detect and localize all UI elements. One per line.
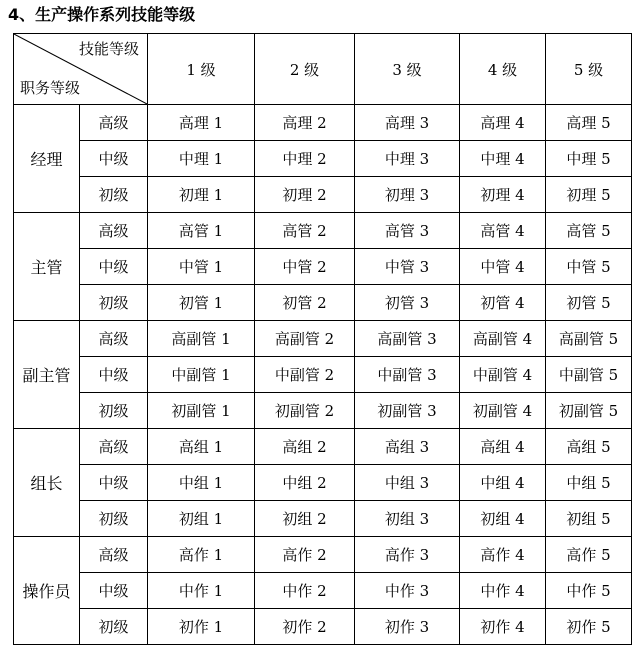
grade-cell: 初副管 4	[460, 393, 546, 429]
grade-cell: 初理 4	[460, 177, 546, 213]
skill-level-header: 3 级	[355, 34, 460, 105]
table-row	[14, 141, 632, 177]
grade-cell: 中副管 4	[460, 357, 546, 393]
grade-cell: 中管 4	[460, 249, 546, 285]
grade-cell: 中管 5	[546, 249, 632, 285]
duty-level-cell: 高级	[80, 429, 148, 465]
grade-cell: 初理 3	[355, 177, 460, 213]
grade-cell: 中理 5	[546, 141, 632, 177]
table-row	[14, 429, 632, 465]
table-row	[14, 357, 632, 393]
duty-level-cell: 初级	[80, 285, 148, 321]
grade-cell: 高理 1	[148, 105, 255, 141]
duty-level-cell: 高级	[80, 321, 148, 357]
position-cell: 操作员	[14, 537, 80, 645]
grade-cell: 中作 1	[148, 573, 255, 609]
grade-cell: 中组 2	[255, 465, 355, 501]
skill-level-header: 2 级	[255, 34, 355, 105]
grade-cell: 中副管 2	[255, 357, 355, 393]
table-row	[14, 105, 632, 141]
grade-cell: 中管 2	[255, 249, 355, 285]
table-row	[14, 537, 632, 573]
duty-level-label: 职务等级	[20, 79, 81, 97]
table-row	[14, 285, 632, 321]
grade-cell: 高作 4	[460, 537, 546, 573]
grade-cell: 高管 3	[355, 213, 460, 249]
grade-cell: 初管 4	[460, 285, 546, 321]
duty-level-cell: 初级	[80, 393, 148, 429]
grade-cell: 高作 3	[355, 537, 460, 573]
grade-cell: 初作 4	[460, 609, 546, 645]
grade-cell: 初组 4	[460, 501, 546, 537]
duty-level-cell: 中级	[80, 141, 148, 177]
grade-cell: 高副管 2	[255, 321, 355, 357]
skill-level-table	[13, 33, 632, 645]
grade-cell: 高管 4	[460, 213, 546, 249]
grade-cell: 高作 1	[148, 537, 255, 573]
grade-cell: 中理 4	[460, 141, 546, 177]
grade-cell: 中理 2	[255, 141, 355, 177]
header-row	[14, 34, 632, 105]
duty-level-cell: 高级	[80, 537, 148, 573]
table-row	[14, 321, 632, 357]
grade-cell: 初副管 3	[355, 393, 460, 429]
duty-level-cell: 初级	[80, 501, 148, 537]
grade-cell: 初副管 1	[148, 393, 255, 429]
skill-level-header: 1 级	[148, 34, 255, 105]
duty-level-cell: 中级	[80, 249, 148, 285]
grade-cell: 初组 5	[546, 501, 632, 537]
grade-cell: 初理 5	[546, 177, 632, 213]
grade-cell: 高组 3	[355, 429, 460, 465]
grade-cell: 初作 2	[255, 609, 355, 645]
grade-cell: 中理 1	[148, 141, 255, 177]
grade-cell: 高组 2	[255, 429, 355, 465]
table-row	[14, 177, 632, 213]
grade-cell: 初管 5	[546, 285, 632, 321]
grade-cell: 初组 1	[148, 501, 255, 537]
duty-level-cell: 高级	[80, 213, 148, 249]
grade-cell: 高理 3	[355, 105, 460, 141]
grade-cell: 中管 3	[355, 249, 460, 285]
grade-cell: 初理 2	[255, 177, 355, 213]
skill-level-header: 4 级	[460, 34, 546, 105]
grade-cell: 初管 3	[355, 285, 460, 321]
grade-cell: 高组 5	[546, 429, 632, 465]
grade-cell: 初副管 5	[546, 393, 632, 429]
grade-cell: 中作 3	[355, 573, 460, 609]
grade-cell: 初组 3	[355, 501, 460, 537]
skill-level-label: 技能等级	[78, 40, 139, 58]
grade-cell: 中作 5	[546, 573, 632, 609]
grade-cell: 中作 4	[460, 573, 546, 609]
duty-level-cell: 高级	[80, 105, 148, 141]
table-row	[14, 465, 632, 501]
grade-cell: 初管 1	[148, 285, 255, 321]
table-row	[14, 249, 632, 285]
table-row	[14, 573, 632, 609]
duty-level-cell: 中级	[80, 573, 148, 609]
grade-cell: 高理 2	[255, 105, 355, 141]
duty-level-cell: 初级	[80, 177, 148, 213]
duty-level-cell: 中级	[80, 357, 148, 393]
grade-cell: 高副管 5	[546, 321, 632, 357]
grade-cell: 初管 2	[255, 285, 355, 321]
grade-cell: 高副管 1	[148, 321, 255, 357]
position-cell: 组长	[14, 429, 80, 537]
grade-cell: 中组 5	[546, 465, 632, 501]
table-row	[14, 501, 632, 537]
table-row	[14, 393, 632, 429]
grade-cell: 高管 1	[148, 213, 255, 249]
grade-cell: 高组 4	[460, 429, 546, 465]
grade-cell: 初理 1	[148, 177, 255, 213]
grade-cell: 初组 2	[255, 501, 355, 537]
grade-cell: 高作 2	[255, 537, 355, 573]
duty-level-cell: 中级	[80, 465, 148, 501]
grade-cell: 中组 1	[148, 465, 255, 501]
diagonal-header-cell	[14, 34, 148, 105]
grade-cell: 中副管 1	[148, 357, 255, 393]
grade-cell: 中副管 3	[355, 357, 460, 393]
grade-cell: 中理 3	[355, 141, 460, 177]
duty-level-cell: 初级	[80, 609, 148, 645]
grade-cell: 初作 5	[546, 609, 632, 645]
grade-cell: 高管 5	[546, 213, 632, 249]
position-cell: 副主管	[14, 321, 80, 429]
grade-cell: 高作 5	[546, 537, 632, 573]
grade-cell: 中副管 5	[546, 357, 632, 393]
grade-cell: 中组 3	[355, 465, 460, 501]
position-cell: 经理	[14, 105, 80, 213]
grade-cell: 高组 1	[148, 429, 255, 465]
grade-cell: 中作 2	[255, 573, 355, 609]
table-row	[14, 609, 632, 645]
grade-cell: 高理 5	[546, 105, 632, 141]
position-cell: 主管	[14, 213, 80, 321]
skill-level-header: 5 级	[546, 34, 632, 105]
table-row	[14, 213, 632, 249]
grade-cell: 中组 4	[460, 465, 546, 501]
grade-cell: 初作 3	[355, 609, 460, 645]
grade-cell: 高副管 4	[460, 321, 546, 357]
grade-cell: 高理 4	[460, 105, 546, 141]
page-title: 4、生产操作系列技能等级	[8, 5, 196, 24]
grade-cell: 高副管 3	[355, 321, 460, 357]
grade-cell: 高管 2	[255, 213, 355, 249]
grade-cell: 中管 1	[148, 249, 255, 285]
grade-cell: 初作 1	[148, 609, 255, 645]
grade-cell: 初副管 2	[255, 393, 355, 429]
